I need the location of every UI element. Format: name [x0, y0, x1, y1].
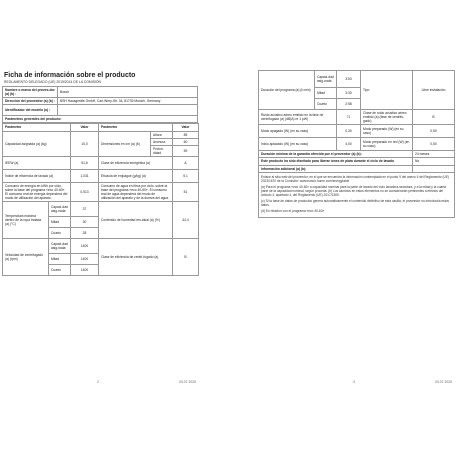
temp-half-value: 30: [71, 217, 99, 228]
supplier-name-value: Bosch: [58, 87, 198, 98]
energy-class-label: Clase de eficiencia energética (a): [99, 156, 173, 169]
page-date: 03.07.2025: [179, 380, 196, 384]
duration-quarter-value: 2:58: [337, 99, 361, 110]
supplier-name-label: Nombre o marca del provee-dor (a) (b) :: [3, 87, 58, 98]
duration-quarter-label: Cuarto: [315, 99, 337, 110]
noise-value: 71: [337, 110, 361, 125]
sheet-title: Ficha de información sobre el producto: [4, 72, 136, 79]
temp-quarter-value: 28: [71, 228, 99, 239]
page-number: 3: [353, 380, 355, 384]
type-label: Tipo: [361, 71, 413, 110]
model-label: Identificador del modelo (a) :: [3, 105, 58, 116]
spin-half-label: Mitad: [49, 254, 71, 265]
moisture-value: 44,4: [173, 202, 199, 239]
spin-half-value: 1400: [71, 254, 99, 265]
networked-standby-label: Modo preparado en red (W) (en su caso): [361, 138, 413, 151]
warranty-value: 24 meses: [413, 151, 455, 158]
spin-quarter-label: Cuarto: [49, 265, 71, 276]
energy-consumption-label: Consumo de energía en kWh por ciclo, sobre la base del programa «eco 40-60». El consumo real de energía dependerá del modo de utilización del aparato.: [3, 182, 71, 201]
col-param2-header: Parámetro: [99, 124, 173, 131]
warranty-label: Duración mínima de la garantía ofrecida por el proveedor (a) (b):: [259, 151, 413, 158]
networked-standby-value: 0,50: [413, 138, 455, 151]
off-mode-label: Modo apagado (W) (en su caso): [259, 125, 337, 138]
parameters-table-continued: [258, 70, 455, 218]
temp-rated-value: 37: [71, 202, 99, 217]
page-number: 2: [97, 380, 99, 384]
dimensions-label: Dimensiones en cm (a) (b): [99, 131, 151, 156]
standby-value: 0,50: [413, 125, 455, 138]
supplier-table: [2, 86, 198, 123]
supplier-address-label: Dirección del proveedor (a) (b) :: [3, 98, 58, 105]
capacity-value: 10,0: [71, 131, 99, 156]
col-param-header: Parámetro: [3, 124, 71, 131]
capacity-label: Capacidad asignada (a) (kg): [3, 131, 71, 156]
type-value: Libre instalación: [413, 71, 455, 110]
energy-class-value: A: [173, 156, 199, 169]
additional-info-value: [413, 165, 455, 172]
col-value-header: Valor: [71, 124, 99, 131]
additional-info-label: Información adicional (a) (b):: [259, 165, 413, 172]
eei-value: 51,6: [71, 156, 99, 169]
width-value: 60: [173, 138, 199, 145]
depth-label: Profun-didad: [151, 145, 173, 156]
noise-class-label: Clase de ruido acústico aéreo emitido (a) (fase de centrifu-gado): [361, 110, 413, 125]
moisture-label: Contenido de humedad res-idual (a) (%): [99, 202, 173, 239]
col-value2-header: Valor: [173, 124, 199, 131]
program-duration-label: Duración del programa (a) (h:min): [259, 71, 315, 110]
general-params-heading: Parámetros generales del producto:: [3, 116, 198, 123]
temp-half-label: Mitad: [49, 217, 71, 228]
height-value: 85: [173, 131, 199, 138]
width-label: Anchura: [151, 138, 173, 145]
off-mode-value: 0,30: [337, 125, 361, 138]
note-link: Enlace al sitio web del proveedor, en el que se encuentra la información contemplada en el punto 9 del anexo II del Reglamento (UE) 2023/1670 de la Comisión: www.bosch-home.com/energylabel: [261, 174, 450, 183]
silver-ion-label: Este producto ha sido diseñado para liberar iones de plata durante el ciclo de lavado: [259, 158, 413, 165]
silver-ion-value: No: [413, 158, 455, 165]
duration-half-value: 3:30: [337, 88, 361, 99]
page-date: 03.07.2025: [435, 380, 452, 384]
note-a-b: (a) Para el programa «eco 40-60» a capacidad nominal para la parte de lavado del ciclo lavadora-secadora, y a la mitad y la cuarta parte de la capacidad nominal, según proceda. (b) Los cambios en estos elementos no se considerarán pertinentes a efectos del artículo 4, apartado 4, del Reglamento (UE) 2017/1369.: [261, 184, 446, 197]
depth-value: 59: [173, 145, 199, 156]
washing-index-label: Índice de eficiencia de lavado (a): [3, 169, 71, 182]
energy-consumption-value: 0,513: [71, 182, 99, 201]
spin-quarter-value: 1400: [71, 265, 99, 276]
washing-index-value: 1,031: [71, 169, 99, 182]
duration-half-label: Mitad: [315, 88, 337, 99]
noise-label: Ruido acústico aéreo emitido en la fase de centrifugado (a) (dB(A) re 1 pW): [259, 110, 337, 125]
regulation-line: REGLAMENTO DELEGADO (UE) 2019/2014 DE LA COMISIÓN: [4, 80, 101, 84]
duration-rated-label: Capaci-dad asig-nada: [315, 71, 337, 88]
temp-quarter-label: Cuarto: [49, 228, 71, 239]
delay-start-value: 4,00: [337, 138, 361, 151]
spin-rated-value: 1400: [71, 239, 99, 254]
notes-cell: [259, 172, 455, 217]
model-value: [58, 105, 198, 116]
rinsing-value: 5,1: [173, 169, 199, 182]
standby-label: Modo preparado (W) (en su caso): [361, 125, 413, 138]
water-consumption-value: 51: [173, 182, 199, 201]
parameters-table: [2, 123, 199, 276]
height-label: Altura: [151, 131, 173, 138]
temp-rated-label: Capaci-dad asig-nada: [49, 202, 71, 217]
supplier-address-value: BSH Hausgeräte GmbH, Carl-Wery-Str. 34, 81739 Munich, Germany: [58, 98, 198, 105]
eei-label: IEEW (a): [3, 156, 71, 169]
product-sheet-page-3: [258, 70, 454, 390]
product-sheet-page-2: [2, 70, 198, 390]
spin-class-value: B: [173, 239, 199, 276]
spin-rated-label: Capaci-dad asig-nada: [49, 239, 71, 254]
water-consumption-label: Consumo de agua en litros por ciclo, sobre la base del programa «eco 40-60». El consumo real de agua dependerá del modo de utilización del aparato y de la dureza del agua.: [99, 182, 173, 201]
note-c: (c) Si la base de datos de productos genera automáticamente el contenido definitivo de esta casilla, el proveedor no introducirá estos datos.: [261, 198, 449, 207]
note-d: (d) En relación con el programa «eco 40-60»: [261, 208, 325, 213]
noise-class-value: B: [413, 110, 455, 125]
spin-class-label: Clase de eficiencia de centri-fugado (a): [99, 239, 173, 276]
delay-start-label: Inicio aplazado (W) (en su caso): [259, 138, 337, 151]
temperature-label: Temperatura máxima dentro de la ropa tratada (a) (°C): [3, 202, 49, 239]
duration-rated-value: 3:53: [337, 71, 361, 88]
rinsing-label: Eficacia de enjuague (g/kg) (a): [99, 169, 173, 182]
spin-label: Velocidad de centrifugado (a) (rpm): [3, 239, 49, 276]
